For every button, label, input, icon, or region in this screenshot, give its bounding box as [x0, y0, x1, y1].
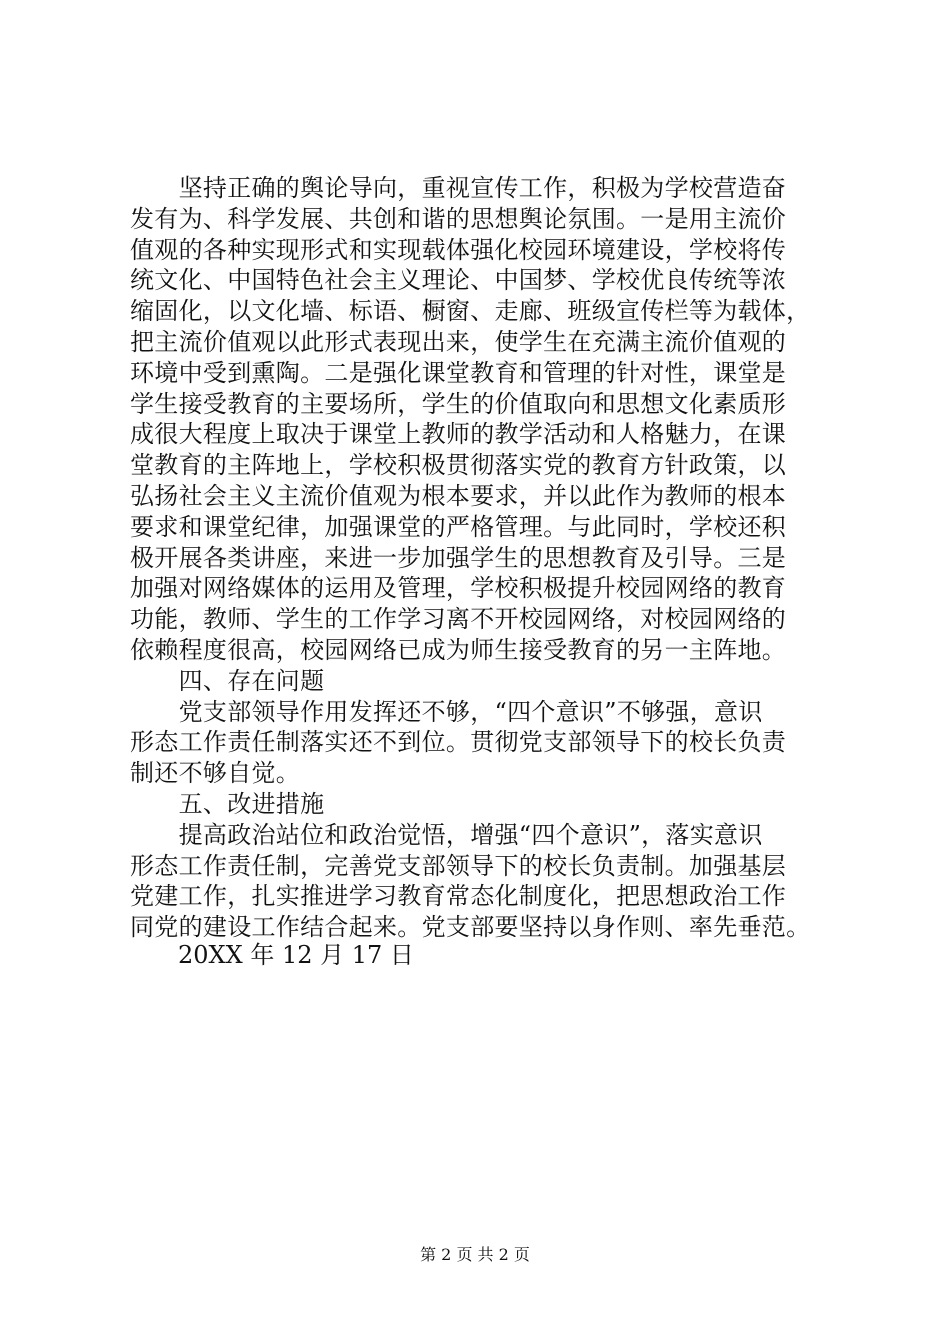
text-line: 加强对网络媒体的运用及管理，学校积极提升校园网络的教育 [130, 574, 787, 603]
text-line: 堂教育的主阵地上，学校积极贯彻落实党的教育方针政策，以 [130, 451, 787, 480]
text-line: 值观的各种实现形式和实现载体强化校园环境建设，学校将传 [130, 235, 787, 264]
text-line: 学生接受教育的主要场所，学生的价值取向和思想文化素质形 [130, 389, 787, 418]
text-line: 极开展各类讲座，来进一步加强学生的思想教育及引导。三是 [130, 543, 787, 572]
body-text [130, 173, 830, 943]
text-line: 环境中受到熏陶。二是强化课堂教育和管理的针对性，课堂是 [130, 358, 787, 387]
text-line: 统文化、中国特色社会主义理论、中国梦、学校优良传统等浓 [130, 266, 787, 295]
document-date: 20XX 年 12 月 17 日 [178, 941, 414, 969]
text-line: 发有为、科学发展、共创和谐的思想舆论氛围。一是用主流价 [130, 204, 787, 233]
section-heading: 四、存在问题 [130, 666, 325, 695]
text-line: 弘扬社会主义主流价值观为根本要求，并以此作为教师的根本 [130, 481, 787, 510]
text-line: 党支部领导作用发挥还不够，“四个意识”不够强，意识 [130, 697, 763, 726]
page-footer: 第 2 页 共 2 页 [420, 1245, 530, 1264]
text-line: 坚持正确的舆论导向，重视宣传工作，积极为学校营造奋 [130, 174, 787, 202]
text-line: 形态工作责任制，完善党支部领导下的校长负责制。加强基层 [130, 851, 787, 880]
text-line: 依赖程度很高，校园网络已成为师生接受教育的另一主阵地。 [130, 635, 787, 664]
text-line: 要求和课堂纪律，加强课堂的严格管理。与此同时，学校还积 [130, 512, 787, 541]
text-line: 成很大程度上取决于课堂上教师的教学活动和人格魅力，在课 [130, 420, 787, 449]
text-line: 党建工作，扎实推进学习教育常态化制度化，把思想政治工作 [130, 882, 787, 911]
text-line: 制还不够自觉。 [130, 759, 301, 788]
text-line: 缩固化，以文化墙、标语、橱窗、走廊、班级宣传栏等为载体， [130, 297, 811, 326]
text-line: 把主流价值观以此形式表现出来，使学生在充满主流价值观的 [130, 327, 787, 356]
text-line: 提高政治站位和政治觉悟，增强“四个意识”，落实意识 [130, 820, 763, 849]
text-line: 同党的建设工作结合起来。党支部要坚持以身作则、率先垂范。 [130, 913, 811, 942]
section-heading: 五、改进措施 [130, 789, 325, 818]
text-line: 功能，教师、学生的工作学习离不开校园网络，对校园网络的 [130, 605, 787, 634]
text-line: 形态工作责任制落实还不到位。贯彻党支部领导下的校长负责 [130, 728, 787, 757]
